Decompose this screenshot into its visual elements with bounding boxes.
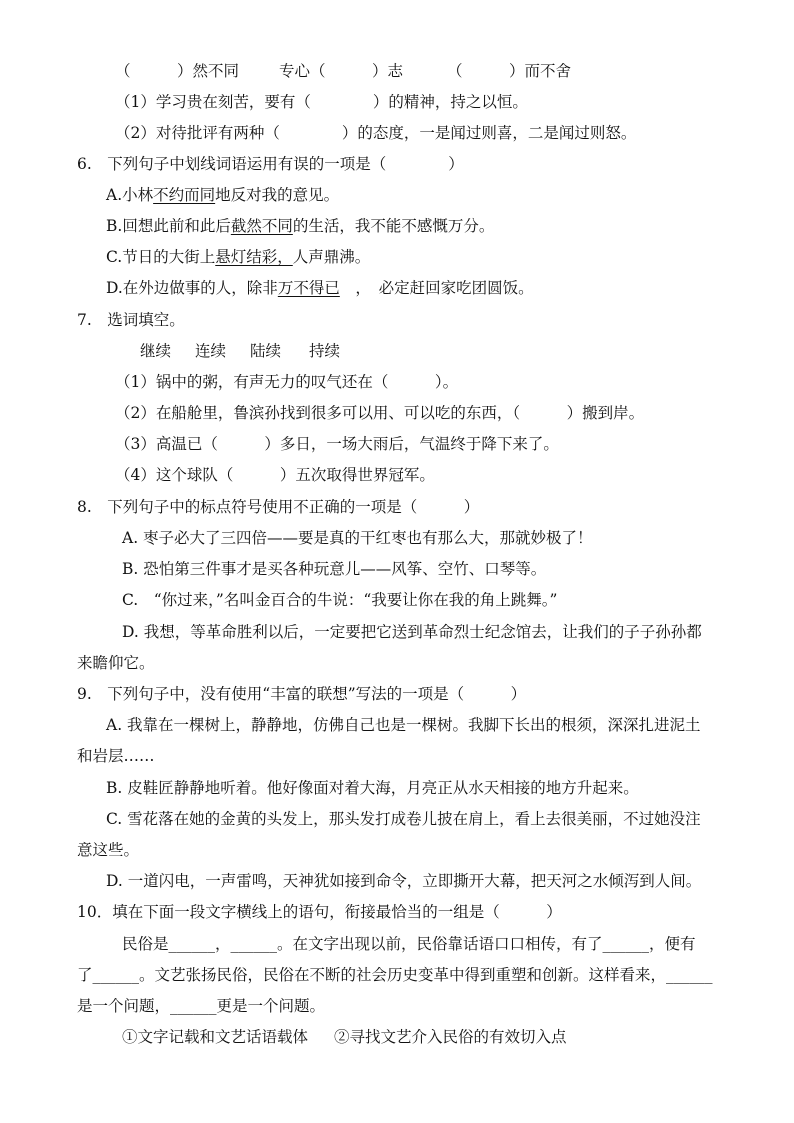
q5-sentence-1: （1）学习贵在刻苦，要有（ ）的精神，持之以恒。 — [115, 93, 528, 111]
q8-stem: 8. 下列句子中的标点符号使用不正确的一项是（ ） — [77, 498, 480, 516]
q7-word-3: 陆续 — [250, 342, 282, 360]
q10-option-row — [122, 1027, 567, 1047]
q6-d-pre: D.在外边做事的人，除非 — [106, 279, 278, 297]
q8-option-d-line1: D. 我想，等革命胜利以后，一定要把它送到革命烈士纪念馆去，让我们的子子孙孙都 — [122, 623, 702, 641]
q5-idiom-row — [115, 61, 571, 81]
q6-b-underlined: 截然不同 — [230, 217, 293, 235]
q6-c-pre: C.节日的大街上 — [106, 248, 216, 266]
q6-c-post: 人声鼎沸。 — [292, 248, 371, 266]
q7-word-4: 持续 — [309, 342, 341, 360]
q10-passage-line1: 民俗是______，______。在文字出现以前，民俗靠话语口口相传，有了______，便有 — [122, 935, 696, 953]
q5-idiom-1: （ ）然不同 — [115, 62, 240, 80]
q9-stem: 9. 下列句子中，没有使用“丰富的联想”写法的一项是（ ） — [77, 685, 527, 703]
q8-option-b: B. 恐怕第三件事才是买各种玩意儿——风筝、空竹、口琴等。 — [122, 560, 547, 578]
q6-stem: 6. 下列句子中划线词语运用有误的一项是（ ） — [77, 155, 464, 173]
q6-a-post: 地反对我的意见。 — [215, 186, 340, 204]
q9-option-a-line1: A. 我靠在一棵树上，静静地，仿佛自己也是一棵树。我脚下长出的根须，深深扎进泥土 — [106, 716, 701, 734]
q9-option-c-line2: 意这些。 — [77, 841, 140, 859]
q5-idiom-2: 专心（ ）志 — [279, 62, 404, 80]
q6-option-a — [106, 185, 339, 205]
q8-option-a: A. 枣子必大了三四倍——要是真的干红枣也有那么大，那就妙极了！ — [122, 529, 593, 547]
q5-sentence-2: （2）对待批评有两种（ ）的态度，一是闻过则喜，二是闻过则怒。 — [115, 124, 637, 142]
q7-sentence-3: （3）高温已（ ）多日，一场大雨后，气温终于降下来了。 — [115, 435, 559, 453]
q9-option-d: D. 一道闪电，一声雷鸣，天神犹如接到命令，立即撕开大幕，把天河之水倾泻到人间。 — [106, 872, 702, 890]
q8-option-c: C. “你过来，”名叫金百合的牛说：“我要让你在我的角上跳舞。” — [122, 591, 558, 609]
q6-b-pre: B.回想此前和此后 — [106, 217, 231, 235]
q6-c-underlined: 悬灯结彩， — [215, 248, 293, 266]
q10-option-2: ②寻找文艺介入民俗的有效切入点 — [334, 1028, 567, 1046]
q7-sentence-2: （2）在船舱里，鲁滨孙找到很多可以用、可以吃的东西，（ ）搬到岸。 — [115, 404, 645, 422]
q9-option-a-line2: 和岩层…… — [77, 747, 155, 765]
q8-option-d-line2: 来瞻仰它。 — [77, 654, 155, 672]
q6-option-d — [106, 278, 534, 298]
q7-stem: 7. 选词填空。 — [77, 311, 185, 329]
q5-idiom-3: （ ）而不舍 — [447, 62, 572, 80]
q7-word-1: 继续 — [140, 342, 172, 360]
q6-b-post: 的生活，我不能不感慨万分。 — [292, 217, 495, 235]
q6-d-underlined: 万不得已 — [277, 279, 340, 297]
q7-sentence-1: （1）锅中的粥，有声无力的叹气还在（ ）。 — [115, 373, 459, 391]
q6-a-pre: A.小林 — [106, 186, 154, 204]
q6-option-c — [106, 247, 370, 267]
q7-word-2: 连续 — [195, 342, 227, 360]
q7-sentence-4: （4）这个球队（ ）五次取得世界冠军。 — [115, 466, 435, 484]
q7-word-bank — [140, 341, 340, 361]
q10-passage-line3: 是一个问题，______更是一个问题。 — [77, 997, 326, 1015]
q10-passage-line2: 了______。文艺张扬民俗，民俗在不断的社会历史变革中得到重塑和创新。这样看来，______ — [77, 966, 713, 984]
q6-a-underlined: 不约而同 — [153, 186, 216, 204]
q10-stem: 10．填在下面一段文字横线上的语句，衔接最恰当的一组是（ ） — [77, 903, 562, 921]
q6-d-post: ， 必定赶回家吃团圆饭。 — [339, 279, 534, 297]
q10-option-1: ①文字记载和文艺话语载体 — [122, 1028, 309, 1046]
q9-option-b: B. 皮鞋匠静静地听着。他好像面对着大海，月亮正从水天相接的地方升起来。 — [106, 779, 639, 797]
q6-option-b — [106, 216, 494, 236]
q9-option-c-line1: C. 雪花落在她的金黄的头发上，那头发打成卷儿披在肩上，看上去很美丽，不过她没注 — [106, 810, 701, 828]
